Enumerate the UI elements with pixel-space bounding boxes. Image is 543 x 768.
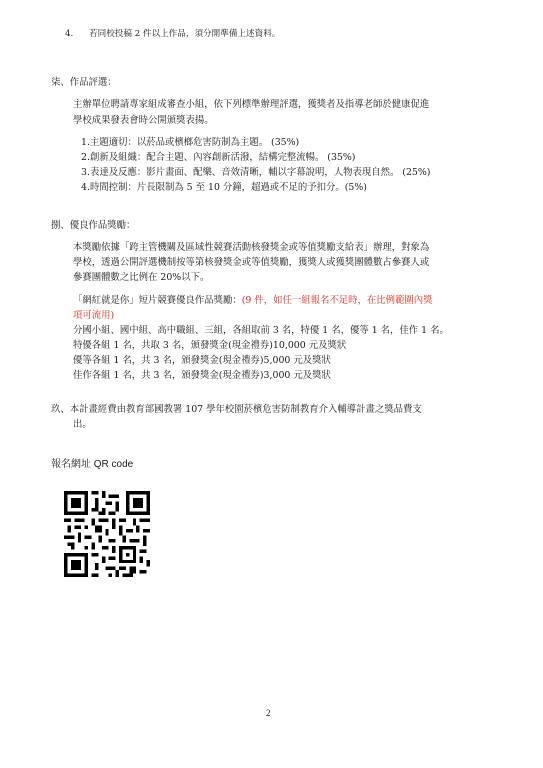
section-heading: 柒、作品評選： bbox=[51, 77, 117, 88]
criteria-item: 1.主題適切：以菸品或檳榔危害防制為主題。 (35%) bbox=[81, 137, 300, 148]
criteria-item: 2.創新及組織：配合主題、內容創新活潑，結構完整流暢。 (35%) bbox=[81, 152, 356, 163]
award-detail: 佳作各組 1 名，共 3 名，頒發獎金(現金禮券)3,000 元及獎狀 bbox=[73, 370, 331, 381]
criteria-item: 4.時間控制：片長限制為 5 至 10 分鐘，超過或不足的予扣分。(5%) bbox=[81, 182, 367, 193]
list-item-text: 若同校投稿 2 件以上作品，須分開準備上述資料。 bbox=[89, 29, 281, 39]
paragraph-line: 學校成果發表會時公開頒獎表揚。 bbox=[73, 115, 214, 126]
award-detail: 分國小組、國中組、高中職組、三組，各組取前 3 名，特優 1 名，優等 1 名，佳作 1 名。 bbox=[73, 325, 449, 336]
paragraph-line: 本獎勵依據「跨主管機關及區域性競賽活動核發獎金或等值獎勵支給表」辦理，對象為 bbox=[73, 242, 430, 253]
page-number: 2 bbox=[266, 708, 271, 718]
award-note: (9 件，如任一組報名不足時，在比例範圍內獎 bbox=[241, 295, 433, 306]
award-title bbox=[73, 295, 433, 307]
award-detail: 優等各組 1 名，共 3 名，頒發獎金(現金禮券)5,000 元及獎狀 bbox=[73, 355, 331, 366]
registration-label: 報名網址 QR code bbox=[51, 459, 134, 470]
section-heading: 玖、本計畫經費由教育部國教署 107 學年校園菸檳危害防制教育介入輔導計畫之獎品費支 bbox=[51, 404, 422, 415]
paragraph-line: 學校，透過公開評選機制按等第核發獎金或等值獎勵，獲獎人或獲獎團體數占參賽人或 bbox=[73, 257, 430, 268]
list-number: 4. bbox=[65, 29, 74, 39]
paragraph-line: 出。 bbox=[73, 419, 92, 430]
award-detail: 特優各組 1 名，共取 3 名，頒發獎金(現金禮券)10,000 元及獎狀 bbox=[73, 340, 347, 351]
paragraph-line: 參賽團體數之比例在 20%以下。 bbox=[73, 272, 210, 283]
criteria-item: 3.表達及反應：影片畫面、配樂、音效清晰，輔以字幕說明，人物表現自然。 (25%) bbox=[81, 167, 431, 178]
qr-code-image[interactable] bbox=[64, 491, 150, 577]
award-title-text: 「網紅就是你」短片競賽優良作品獎勵： bbox=[73, 295, 242, 306]
section-heading: 捌、優良作品獎勵： bbox=[51, 220, 136, 231]
paragraph-line: 主辦單位聘請專家組成審查小組，依下列標準辦理評選，獲獎者及指導老師於健康促進 bbox=[73, 99, 430, 110]
award-note-continued: 項可流用) bbox=[73, 310, 115, 321]
